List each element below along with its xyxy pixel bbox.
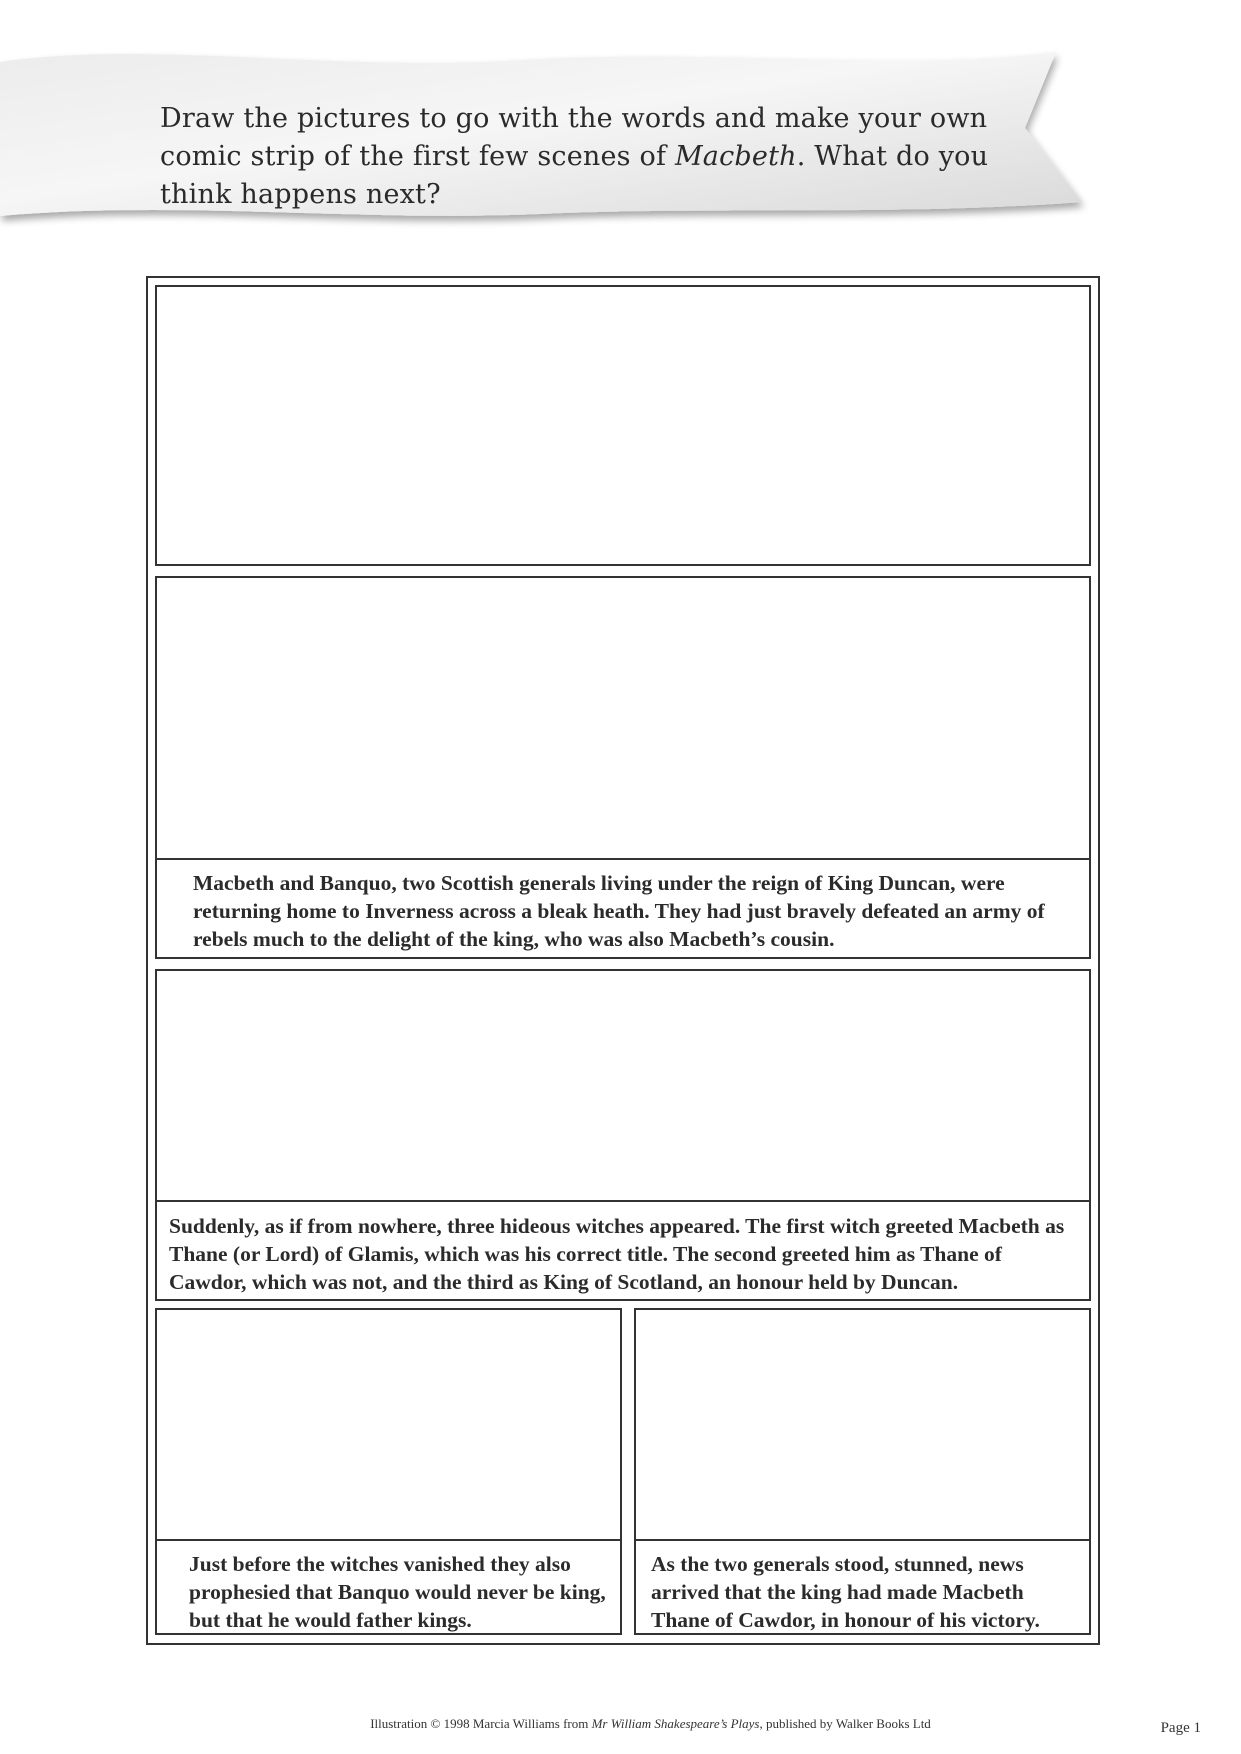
drawing-panel-2[interactable] — [155, 576, 1091, 860]
caption-text-3: Just before the witches vanished they also prophesied that Banquo would never be king, but that he would father kings. — [189, 1552, 606, 1632]
credit-text-end: , published by Walker Books Ltd — [759, 1716, 931, 1731]
caption-text-4: As the two generals stood, stunned, news arrived that the king had made Macbeth Thane of Cawdor, in honour of his victory. — [651, 1552, 1040, 1632]
drawing-panel-5[interactable] — [634, 1308, 1091, 1541]
caption-box-4 — [634, 1539, 1091, 1635]
caption-box-2 — [155, 1200, 1091, 1301]
instruction-text-end: . What do you think happens next? — [160, 141, 989, 210]
instruction-text-start: Draw the pictures to go with the words and make your own comic strip of the first few scenes of — [160, 103, 988, 172]
drawing-panel-3[interactable] — [155, 969, 1091, 1202]
caption-text-1: Macbeth and Banquo, two Scottish generals living under the reign of King Duncan, were returning home to Inverness across a bleak heath. They had just bravely defeated an army of rebels much to the delight of the king, who was also Macbeth’s cousin. — [193, 871, 1045, 951]
caption-text-2: Suddenly, as if from nowhere, three hideous witches appeared. The first witch greeted Macbeth as Thane (or Lord) of Glamis, which was his correct title. The second greeted him as Thane of Cawdor, which was not, and the third as King of Scotland, an honour held by Duncan. — [169, 1214, 1065, 1294]
credit-book-title: Mr William Shakespeare’s Plays — [591, 1716, 760, 1731]
credit-text-start: Illustration © 1998 Marcia Williams from — [370, 1716, 592, 1731]
page-number: Page 1 — [1160, 1720, 1201, 1736]
drawing-panel-1[interactable] — [155, 285, 1091, 566]
caption-box-3 — [155, 1539, 622, 1635]
illustration-credit — [0, 1716, 1241, 1732]
caption-box-1 — [155, 858, 1091, 959]
drawing-panel-4[interactable] — [155, 1308, 622, 1541]
instruction-text — [160, 100, 1040, 214]
play-title: Macbeth — [674, 141, 797, 172]
